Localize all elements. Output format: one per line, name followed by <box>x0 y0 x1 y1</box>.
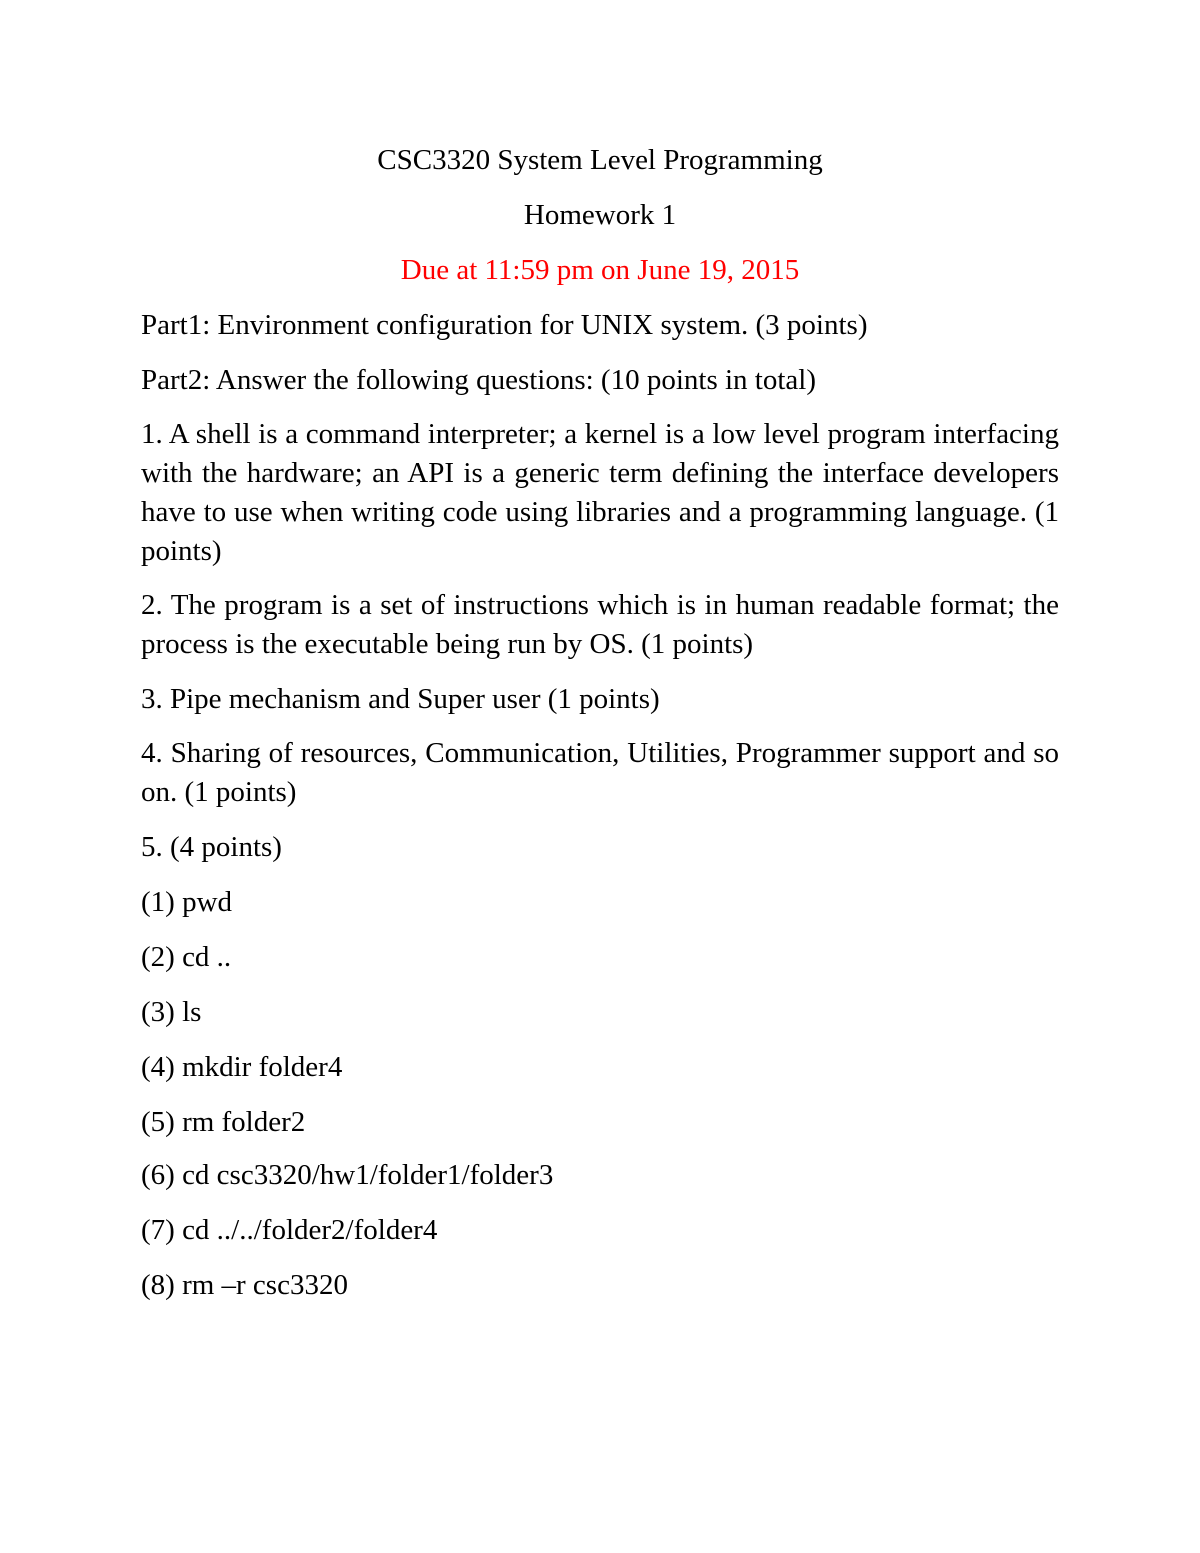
command-2: (2) cd .. <box>141 941 232 973</box>
answer-4: 4. Sharing of resources, Communication, Utilities, Programmer support and so on. (1 points) <box>141 737 1059 808</box>
answer-2: 2. The program is a set of instructions which is in human readable format; the process is the executable being run by OS. (1 points) <box>141 589 1059 660</box>
answer-3: 3. Pipe mechanism and Super user (1 points) <box>141 683 660 715</box>
command-1: (1) pwd <box>141 886 233 918</box>
command-4: (4) mkdir folder4 <box>141 1051 343 1083</box>
document-title: CSC3320 System Level Programming <box>377 144 823 176</box>
command-8: (8) rm –r csc3320 <box>141 1269 348 1301</box>
due-date: Due at 11:59 pm on June 19, 2015 <box>400 254 800 286</box>
part1-heading: Part1: Environment configuration for UNIX system. (3 points) <box>141 309 868 341</box>
document-subtitle: Homework 1 <box>523 199 677 231</box>
answer-1: 1. A shell is a command interpreter; a kernel is a low level program interfacing with the hardware; an API is a generic term defining the interface developers have to use when writing code using libraries and a programming language. (1 points) <box>141 418 1059 567</box>
command-3: (3) ls <box>141 996 202 1028</box>
command-7: (7) cd ../../folder2/folder4 <box>141 1214 438 1246</box>
command-5: (5) rm folder2 <box>141 1106 306 1138</box>
part2-heading: Part2: Answer the following questions: (10 points in total) <box>141 364 817 396</box>
answer-5: 5. (4 points) <box>141 831 282 863</box>
command-6: (6) cd csc3320/hw1/folder1/folder3 <box>141 1159 554 1191</box>
